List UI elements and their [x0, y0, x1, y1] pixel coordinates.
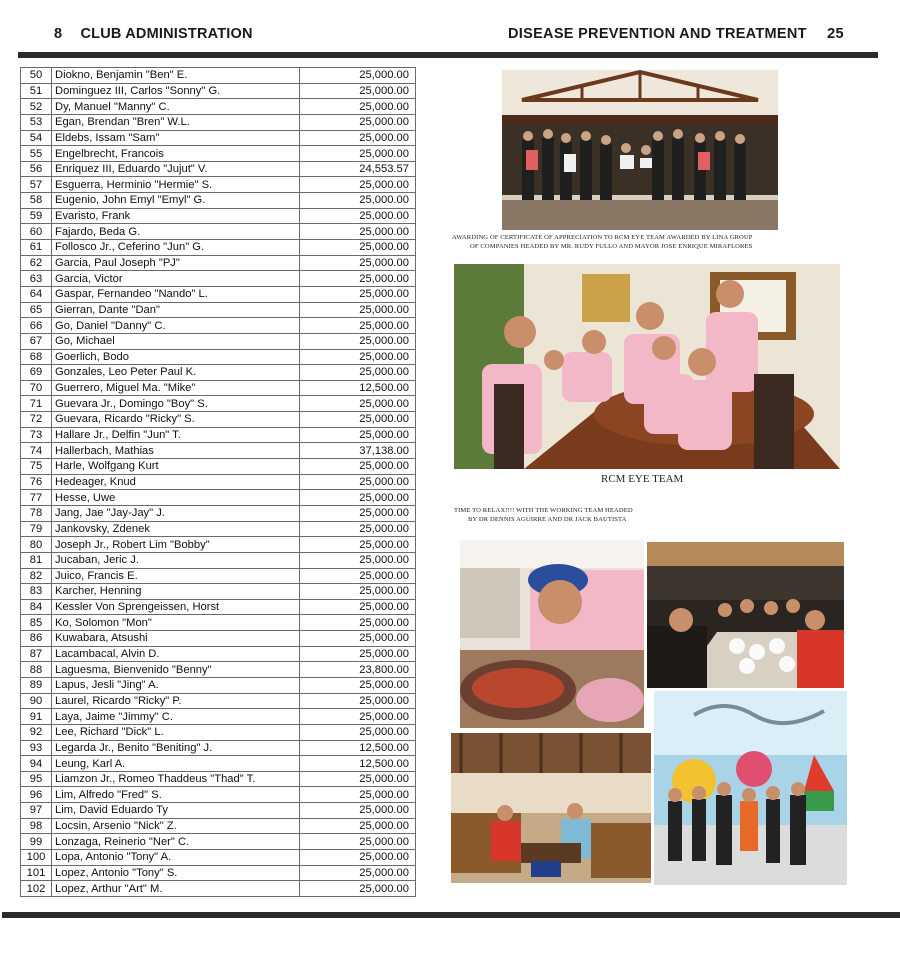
member-name: Laya, Jaime "Jimmy" C.: [52, 709, 300, 725]
awarding-photo: [502, 70, 778, 230]
row-number: 67: [21, 333, 52, 349]
row-number: 52: [21, 99, 52, 115]
donation-amount: 25,000.00: [300, 427, 416, 443]
donation-amount: 25,000.00: [300, 787, 416, 803]
header-rule: [18, 52, 878, 58]
row-number: 97: [21, 803, 52, 819]
table-row: [21, 224, 416, 240]
donation-amount: 12,500.00: [300, 756, 416, 772]
footer-rule: [2, 912, 900, 918]
left-page-header: [54, 26, 253, 42]
donation-amount: 25,000.00: [300, 677, 416, 693]
dining-photo: [460, 540, 644, 728]
row-number: 101: [21, 865, 52, 881]
donation-amount: 25,000.00: [300, 177, 416, 193]
member-name: Follosco Jr., Ceferino "Jun" G.: [52, 240, 300, 256]
row-number: 70: [21, 380, 52, 396]
member-name: Lim, Alfredo "Fred" S.: [52, 787, 300, 803]
donation-amount: 25,000.00: [300, 631, 416, 647]
left-page-number: 8: [54, 26, 63, 42]
donation-amount: 25,000.00: [300, 193, 416, 209]
row-number: 51: [21, 83, 52, 99]
row-number: 91: [21, 709, 52, 725]
left-section-title: CLUB ADMINISTRATION: [80, 26, 253, 42]
member-name: Jang, Jae "Jay-Jay" J.: [52, 505, 300, 521]
donation-amount: 25,000.00: [300, 68, 416, 84]
lounge-photo: [451, 733, 651, 883]
donation-amount: 25,000.00: [300, 333, 416, 349]
row-number: 96: [21, 787, 52, 803]
table-row: [21, 584, 416, 600]
table-row: [21, 677, 416, 693]
award-caption-line-1: AWARDING OF CERTIFICATE OF APPRECIATION TO RCM EYE TEAM AWARDED BY LINA GROUP: [452, 234, 753, 241]
table-row: [21, 83, 416, 99]
donation-amount: 25,000.00: [300, 646, 416, 662]
row-number: 54: [21, 130, 52, 146]
donation-amount: 37,138.00: [300, 443, 416, 459]
table-row: [21, 505, 416, 521]
member-name: Joseph Jr., Robert Lim "Bobby": [52, 537, 300, 553]
donation-amount: 25,000.00: [300, 114, 416, 130]
member-name: Leung, Karl A.: [52, 756, 300, 772]
donation-amount: 25,000.00: [300, 490, 416, 506]
member-name: Lopa, Antonio "Tony" A.: [52, 850, 300, 866]
member-name: Garcia, Victor: [52, 271, 300, 287]
member-name: Laguesma, Bienvenido "Benny": [52, 662, 300, 678]
row-number: 71: [21, 396, 52, 412]
donation-amount: 25,000.00: [300, 818, 416, 834]
donation-amount: 25,000.00: [300, 881, 416, 897]
row-number: 94: [21, 756, 52, 772]
table-row: [21, 662, 416, 678]
donation-amount: 25,000.00: [300, 412, 416, 428]
eye-team-caption: RCM EYE TEAM: [601, 473, 684, 485]
row-number: 76: [21, 474, 52, 490]
row-number: 77: [21, 490, 52, 506]
member-name: Egan, Brendan "Bren" W.L.: [52, 114, 300, 130]
table-row: [21, 146, 416, 162]
table-row: [21, 193, 416, 209]
member-name: Garcia, Paul Joseph "PJ": [52, 255, 300, 271]
table-row: [21, 521, 416, 537]
row-number: 88: [21, 662, 52, 678]
donation-amount: 25,000.00: [300, 302, 416, 318]
table-row: [21, 349, 416, 365]
member-name: Dy, Manuel "Manny" C.: [52, 99, 300, 115]
row-number: 55: [21, 146, 52, 162]
member-name: Guerrero, Miguel Ma. "Mike": [52, 380, 300, 396]
row-number: 86: [21, 631, 52, 647]
member-name: Karcher, Henning: [52, 584, 300, 600]
right-page-number: 25: [827, 26, 844, 42]
donation-amount: 25,000.00: [300, 724, 416, 740]
donor-table-body: [21, 68, 416, 897]
member-name: Jankovsky, Zdenek: [52, 521, 300, 537]
table-row: [21, 380, 416, 396]
member-name: Hesse, Uwe: [52, 490, 300, 506]
table-row: [21, 333, 416, 349]
row-number: 53: [21, 114, 52, 130]
donation-amount: 25,000.00: [300, 396, 416, 412]
member-name: Guevara Jr., Domingo "Boy" S.: [52, 396, 300, 412]
donation-amount: 25,000.00: [300, 349, 416, 365]
row-number: 62: [21, 255, 52, 271]
eye-team-photo: [454, 264, 840, 469]
donation-amount: 12,500.00: [300, 740, 416, 756]
donation-amount: 25,000.00: [300, 286, 416, 302]
member-name: Lopez, Arthur "Art" M.: [52, 881, 300, 897]
row-number: 75: [21, 459, 52, 475]
member-name: Esguerra, Herminio "Hermie" S.: [52, 177, 300, 193]
table-row: [21, 396, 416, 412]
table-row: [21, 865, 416, 881]
table-row: [21, 740, 416, 756]
mural-group-photo: [654, 691, 847, 885]
donation-amount: 25,000.00: [300, 271, 416, 287]
table-row: [21, 568, 416, 584]
donor-table: [20, 67, 416, 897]
table-row: [21, 599, 416, 615]
table-row: [21, 177, 416, 193]
member-name: Lim, David Eduardo Ty: [52, 803, 300, 819]
member-name: Hedeager, Knud: [52, 474, 300, 490]
row-number: 80: [21, 537, 52, 553]
table-row: [21, 459, 416, 475]
member-name: Eldebs, Issam "Sam": [52, 130, 300, 146]
donation-amount: 25,000.00: [300, 99, 416, 115]
donation-amount: 25,000.00: [300, 459, 416, 475]
row-number: 82: [21, 568, 52, 584]
member-name: Dominguez III, Carlos "Sonny" G.: [52, 83, 300, 99]
row-number: 68: [21, 349, 52, 365]
row-number: 100: [21, 850, 52, 866]
table-row: [21, 286, 416, 302]
row-number: 79: [21, 521, 52, 537]
row-number: 72: [21, 412, 52, 428]
row-number: 99: [21, 834, 52, 850]
row-number: 85: [21, 615, 52, 631]
table-row: [21, 302, 416, 318]
award-caption-line-2: OF COMPANIES HEADED BY MR. RUDY FULLO AND MAYOR JOSE ENRIQUE MIRAFLORES: [470, 243, 753, 250]
row-number: 74: [21, 443, 52, 459]
row-number: 58: [21, 193, 52, 209]
row-number: 87: [21, 646, 52, 662]
member-name: Kuwabara, Atsushi: [52, 631, 300, 647]
table-row: [21, 130, 416, 146]
table-row: [21, 271, 416, 287]
row-number: 98: [21, 818, 52, 834]
table-row: [21, 474, 416, 490]
row-number: 83: [21, 584, 52, 600]
donation-amount: 25,000.00: [300, 693, 416, 709]
member-name: Guevara, Ricardo "Ricky" S.: [52, 412, 300, 428]
row-number: 89: [21, 677, 52, 693]
row-number: 78: [21, 505, 52, 521]
table-row: [21, 318, 416, 334]
member-name: Fajardo, Beda G.: [52, 224, 300, 240]
member-name: Lacambacal, Alvin D.: [52, 646, 300, 662]
donation-amount: 25,000.00: [300, 552, 416, 568]
member-name: Ko, Solomon "Mon": [52, 615, 300, 631]
member-name: Liamzon Jr., Romeo Thaddeus "Thad" T.: [52, 771, 300, 787]
table-row: [21, 255, 416, 271]
member-name: Lapus, Jesli "Jing" A.: [52, 677, 300, 693]
member-name: Gierran, Dante "Dan": [52, 302, 300, 318]
row-number: 60: [21, 224, 52, 240]
relax-caption-line-2: BY DR DENNIS AGUIRRE AND DR JACK BAUTISTA: [468, 516, 627, 523]
table-row: [21, 114, 416, 130]
donation-amount: 25,000.00: [300, 521, 416, 537]
right-page-header: [508, 26, 844, 42]
member-name: Locsin, Arsenio "Nick" Z.: [52, 818, 300, 834]
donation-amount: 25,000.00: [300, 318, 416, 334]
table-row: [21, 443, 416, 459]
table-row: [21, 756, 416, 772]
donation-amount: 25,000.00: [300, 240, 416, 256]
table-row: [21, 881, 416, 897]
table-row: [21, 68, 416, 84]
row-number: 95: [21, 771, 52, 787]
table-row: [21, 412, 416, 428]
row-number: 93: [21, 740, 52, 756]
member-name: Diokno, Benjamin "Ben" E.: [52, 68, 300, 84]
donation-amount: 25,000.00: [300, 850, 416, 866]
member-name: Eugenio, John Emyl "Emyl" G.: [52, 193, 300, 209]
member-name: Enriquez III, Eduardo "Jujut" V.: [52, 161, 300, 177]
donation-amount: 25,000.00: [300, 208, 416, 224]
table-row: [21, 552, 416, 568]
table-row: [21, 631, 416, 647]
member-name: Go, Michael: [52, 333, 300, 349]
row-number: 102: [21, 881, 52, 897]
table-row: [21, 161, 416, 177]
row-number: 66: [21, 318, 52, 334]
donation-amount: 25,000.00: [300, 771, 416, 787]
table-row: [21, 771, 416, 787]
table-row: [21, 709, 416, 725]
row-number: 73: [21, 427, 52, 443]
table-row: [21, 646, 416, 662]
row-number: 57: [21, 177, 52, 193]
member-name: Evaristo, Frank: [52, 208, 300, 224]
table-row: [21, 803, 416, 819]
table-row: [21, 490, 416, 506]
donation-amount: 25,000.00: [300, 568, 416, 584]
member-name: Jucaban, Jeric J.: [52, 552, 300, 568]
member-name: Go, Daniel "Danny" C.: [52, 318, 300, 334]
member-name: Legarda Jr., Benito "Beniting" J.: [52, 740, 300, 756]
table-row: [21, 365, 416, 381]
donation-amount: 25,000.00: [300, 615, 416, 631]
row-number: 84: [21, 599, 52, 615]
table-row: [21, 208, 416, 224]
row-number: 59: [21, 208, 52, 224]
table-row: [21, 850, 416, 866]
member-name: Gonzales, Leo Peter Paul K.: [52, 365, 300, 381]
member-name: Harle, Wolfgang Kurt: [52, 459, 300, 475]
relax-caption-line-1: TIME TO RELAX!!!! WITH THE WORKING TEAM HEADED: [454, 507, 633, 514]
donation-amount: 25,000.00: [300, 537, 416, 553]
member-name: Lonzaga, Reinerio "Ner" C.: [52, 834, 300, 850]
row-number: 50: [21, 68, 52, 84]
table-row: [21, 834, 416, 850]
member-name: Hallerbach, Mathias: [52, 443, 300, 459]
table-row: [21, 787, 416, 803]
row-number: 56: [21, 161, 52, 177]
member-name: Gaspar, Fernandeo "Nando" L.: [52, 286, 300, 302]
member-name: Engelbrecht, Francois: [52, 146, 300, 162]
row-number: 90: [21, 693, 52, 709]
row-number: 63: [21, 271, 52, 287]
table-row: [21, 818, 416, 834]
member-name: Kessler Von Sprengeissen, Horst: [52, 599, 300, 615]
donation-amount: 25,000.00: [300, 83, 416, 99]
relax-caption: [454, 506, 754, 524]
row-number: 65: [21, 302, 52, 318]
donation-amount: 25,000.00: [300, 599, 416, 615]
donation-amount: 25,000.00: [300, 505, 416, 521]
donation-amount: 24,553.57: [300, 161, 416, 177]
donation-amount: 25,000.00: [300, 474, 416, 490]
row-number: 61: [21, 240, 52, 256]
table-row: [21, 615, 416, 631]
table-row: [21, 99, 416, 115]
donation-amount: 25,000.00: [300, 224, 416, 240]
member-name: Lopez, Antonio "Tony" S.: [52, 865, 300, 881]
donation-amount: 25,000.00: [300, 865, 416, 881]
donation-amount: 25,000.00: [300, 130, 416, 146]
row-number: 69: [21, 365, 52, 381]
donation-amount: 25,000.00: [300, 365, 416, 381]
table-row: [21, 724, 416, 740]
right-section-title: DISEASE PREVENTION AND TREATMENT: [508, 26, 807, 42]
donation-amount: 25,000.00: [300, 834, 416, 850]
row-number: 92: [21, 724, 52, 740]
night-dinner-photo: [647, 542, 844, 688]
member-name: Laurel, Ricardo "Ricky" P.: [52, 693, 300, 709]
donation-amount: 25,000.00: [300, 709, 416, 725]
table-row: [21, 240, 416, 256]
member-name: Juico, Francis E.: [52, 568, 300, 584]
donation-amount: 12,500.00: [300, 380, 416, 396]
row-number: 64: [21, 286, 52, 302]
member-name: Lee, Richard "Dick" L.: [52, 724, 300, 740]
donation-amount: 25,000.00: [300, 803, 416, 819]
member-name: Goerlich, Bodo: [52, 349, 300, 365]
table-row: [21, 427, 416, 443]
award-caption: [452, 233, 872, 251]
donation-amount: 25,000.00: [300, 584, 416, 600]
donation-amount: 25,000.00: [300, 146, 416, 162]
row-number: 81: [21, 552, 52, 568]
table-row: [21, 537, 416, 553]
table-row: [21, 693, 416, 709]
member-name: Hallare Jr., Delfin "Jun" T.: [52, 427, 300, 443]
donation-amount: 25,000.00: [300, 255, 416, 271]
donation-amount: 23,800.00: [300, 662, 416, 678]
